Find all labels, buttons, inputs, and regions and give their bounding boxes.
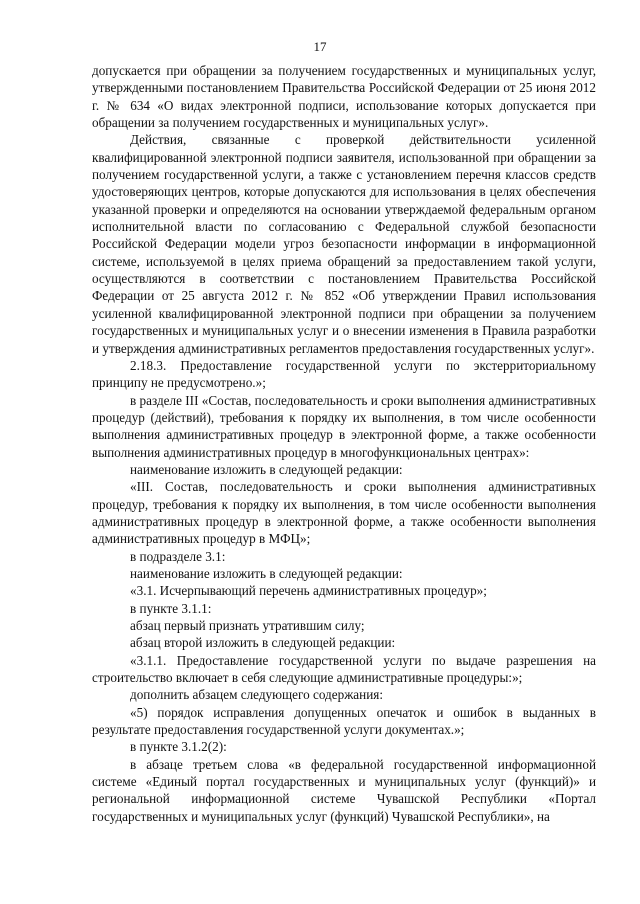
paragraph: «3.1.1. Предоставление государственной услуги по выдаче разрешения на строительство включает в себя следующие административные процедуры:»;	[92, 652, 596, 686]
paragraph: в пункте 3.1.1:	[130, 600, 212, 616]
paragraph: в разделе III «Состав, последовательность и сроки выполнения административных процедур (действий), требования к порядку их выполнения, в том числе особенности выполнения административных процедур в электронной форме, а также особенности выполнения административных процедур в многофункциональных центрах»:	[92, 392, 596, 460]
paragraph: в подразделе 3.1:	[130, 548, 226, 564]
document-body	[92, 62, 596, 825]
paragraph: в пункте 3.1.2(2):	[130, 739, 227, 755]
paragraph: наименование изложить в следующей редакции:	[130, 461, 403, 477]
paragraph: «5) порядок исправления допущенных опечаток и ошибок в выданных в результате предоставления государственной услуги документах.»;	[92, 704, 596, 738]
paragraph: «III. Состав, последовательность и сроки выполнения административных процедур, требования к порядку их выполнения, в том числе особенности выполнения административных процедур в электронной форме, а также особенности выполнения административных процедур в МФЦ»;	[92, 479, 596, 547]
paragraph: «3.1. Исчерпывающий перечень административных процедур»;	[130, 583, 487, 599]
paragraph: наименование изложить в следующей редакции:	[130, 565, 403, 581]
page-number: 17	[313, 39, 327, 54]
paragraph: Действия, связанные с проверкой действительности усиленной квалифицированной электронной подписи заявителя, использованной при обращении за получением государственной услуги, а также с установлением перечня классов средств удостоверяющих центров, которые допускаются для использования в целях обеспечения указанной проверки и определяются на основании утверждаемой федеральным органом исполнительной власти по согласованию с Федеральной службой безопасности Российской Федерации модели угроз безопасности информации в информационной системе, используемой в целях приема обращений за предоставлением такой услуги, осуществляются в соответствии с постановлением Правительства Российской Федерации от 25 августа 2012 г. № 852 «Об утверждении Правил использования усиленной квалифицированной электронной подписи при обращении за получением государственных и муниципальных услуг и о внесении изменения в Правила разработки и утверждения административных регламентов предоставления государственных услуг».	[92, 132, 596, 356]
paragraph: 2.18.3. Предоставление государственной услуги по экстерриториальному принципу не предусмотрено.»;	[92, 357, 596, 391]
paragraph: допускается при обращении за получением государственных и муниципальных услуг, утвержденными постановлением Правительства Российской Федерации от 25 июня 2012 г. № 634 «О видах электронной подписи, использование которых допускается при обращении за получением государственных и муниципальных услуг».	[92, 63, 596, 131]
paragraph: абзац первый признать утратившим силу;	[130, 618, 365, 633]
paragraph: абзац второй изложить в следующей редакции:	[130, 635, 396, 651]
paragraph: дополнить абзацем следующего содержания:	[130, 687, 384, 703]
paragraph: в абзаце третьем слова «в федеральной государственной информационной системе «Единый портал государственных и муниципальных услуг (функций)» и региональной информационной системе Чувашской Республики «Портал государственных и муниципальных услуг (функций) Чувашской Республики», на	[92, 756, 596, 824]
